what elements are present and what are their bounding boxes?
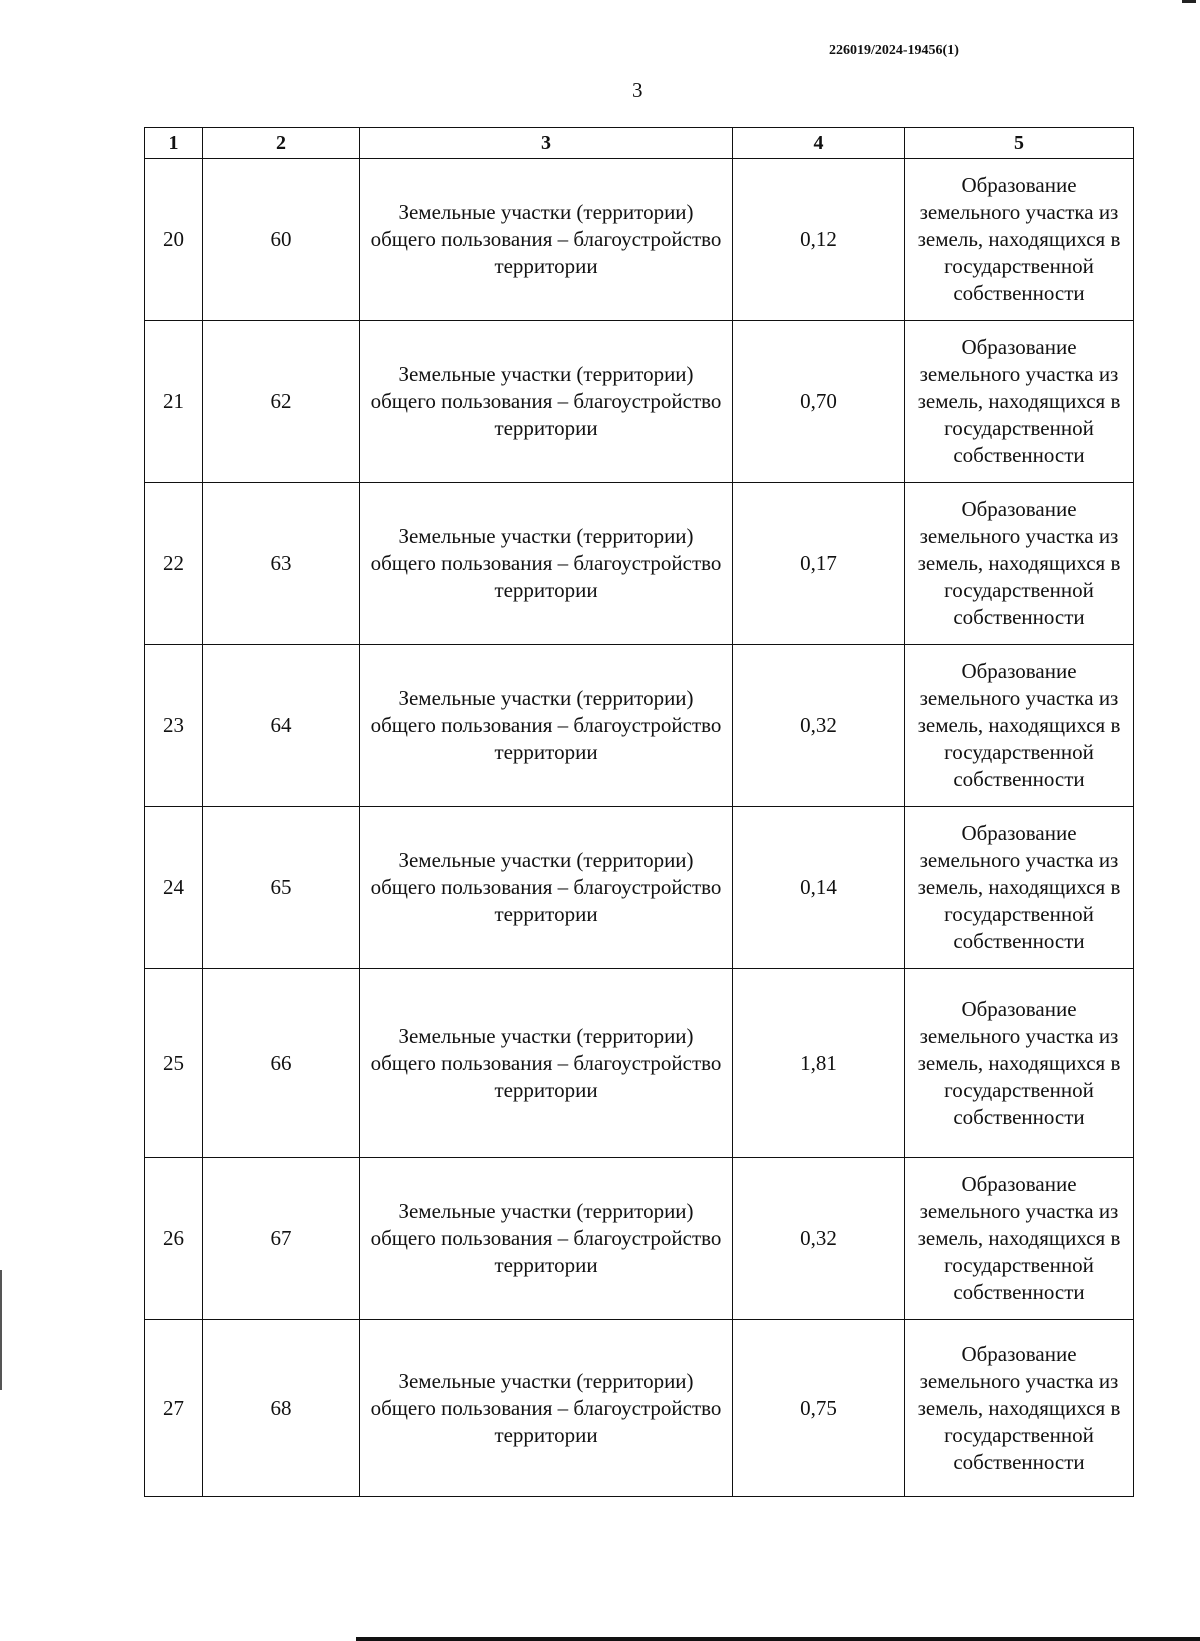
page-number: 3: [632, 78, 643, 102]
scan-artifact-mark: [1182, 0, 1196, 3]
formation-method-cell: Образование земельного участка из земель, находящихся в государственной собственности: [905, 645, 1134, 807]
plot-description-cell: Земельные участки (территории) общего пользования – благоустройство территории: [360, 645, 733, 807]
document-registration-number: 226019/2024-19456(1): [829, 43, 959, 58]
table-header-row: [145, 128, 1134, 159]
row-number-cell: 27: [145, 1320, 203, 1497]
row-number-cell: 21: [145, 321, 203, 483]
scan-artifact-mark: [0, 1270, 2, 1390]
row-number-cell: 23: [145, 645, 203, 807]
table-row: [145, 159, 1134, 321]
plot-area-cell: 0,12: [733, 159, 905, 321]
plot-id-cell: 66: [203, 969, 360, 1158]
plot-id-cell: 64: [203, 645, 360, 807]
column-header: 4: [733, 128, 905, 159]
row-number-cell: 26: [145, 1158, 203, 1320]
plot-description-cell: Земельные участки (территории) общего пользования – благоустройство территории: [360, 969, 733, 1158]
plot-area-cell: 0,14: [733, 807, 905, 969]
row-number-cell: 24: [145, 807, 203, 969]
row-number-cell: 22: [145, 483, 203, 645]
table-row: [145, 807, 1134, 969]
table-row: [145, 969, 1134, 1158]
formation-method-cell: Образование земельного участка из земель, находящихся в государственной собственности: [905, 807, 1134, 969]
table-row: [145, 483, 1134, 645]
formation-method-cell: Образование земельного участка из земель, находящихся в государственной собственности: [905, 321, 1134, 483]
column-header: 1: [145, 128, 203, 159]
table-row: [145, 1320, 1134, 1497]
table-row: [145, 645, 1134, 807]
formation-method-cell: Образование земельного участка из земель, находящихся в государственной собственности: [905, 159, 1134, 321]
plot-area-cell: 0,17: [733, 483, 905, 645]
land-plots-table: [144, 127, 1134, 1497]
scan-bottom-edge: [356, 1637, 1200, 1641]
plot-description-cell: Земельные участки (территории) общего пользования – благоустройство территории: [360, 1158, 733, 1320]
column-header: 2: [203, 128, 360, 159]
column-header: 3: [360, 128, 733, 159]
row-number-cell: 25: [145, 969, 203, 1158]
row-number-cell: 20: [145, 159, 203, 321]
plot-id-cell: 67: [203, 1158, 360, 1320]
plot-description-cell: Земельные участки (территории) общего пользования – благоустройство территории: [360, 483, 733, 645]
plot-id-cell: 68: [203, 1320, 360, 1497]
formation-method-cell: Образование земельного участка из земель, находящихся в государственной собственности: [905, 483, 1134, 645]
formation-method-cell: Образование земельного участка из земель, находящихся в государственной собственности: [905, 969, 1134, 1158]
table-row: [145, 1158, 1134, 1320]
column-header: 5: [905, 128, 1134, 159]
formation-method-cell: Образование земельного участка из земель, находящихся в государственной собственности: [905, 1320, 1134, 1497]
plot-area-cell: 0,75: [733, 1320, 905, 1497]
plot-description-cell: Земельные участки (территории) общего пользования – благоустройство территории: [360, 1320, 733, 1497]
plot-description-cell: Земельные участки (территории) общего пользования – благоустройство территории: [360, 159, 733, 321]
plot-id-cell: 60: [203, 159, 360, 321]
plot-id-cell: 63: [203, 483, 360, 645]
plot-description-cell: Земельные участки (территории) общего пользования – благоустройство территории: [360, 321, 733, 483]
plot-area-cell: 0,32: [733, 645, 905, 807]
plot-area-cell: 0,70: [733, 321, 905, 483]
plot-id-cell: 62: [203, 321, 360, 483]
table-row: [145, 321, 1134, 483]
plot-description-cell: Земельные участки (территории) общего пользования – благоустройство территории: [360, 807, 733, 969]
plot-area-cell: 1,81: [733, 969, 905, 1158]
plot-id-cell: 65: [203, 807, 360, 969]
plot-area-cell: 0,32: [733, 1158, 905, 1320]
formation-method-cell: Образование земельного участка из земель, находящихся в государственной собственности: [905, 1158, 1134, 1320]
